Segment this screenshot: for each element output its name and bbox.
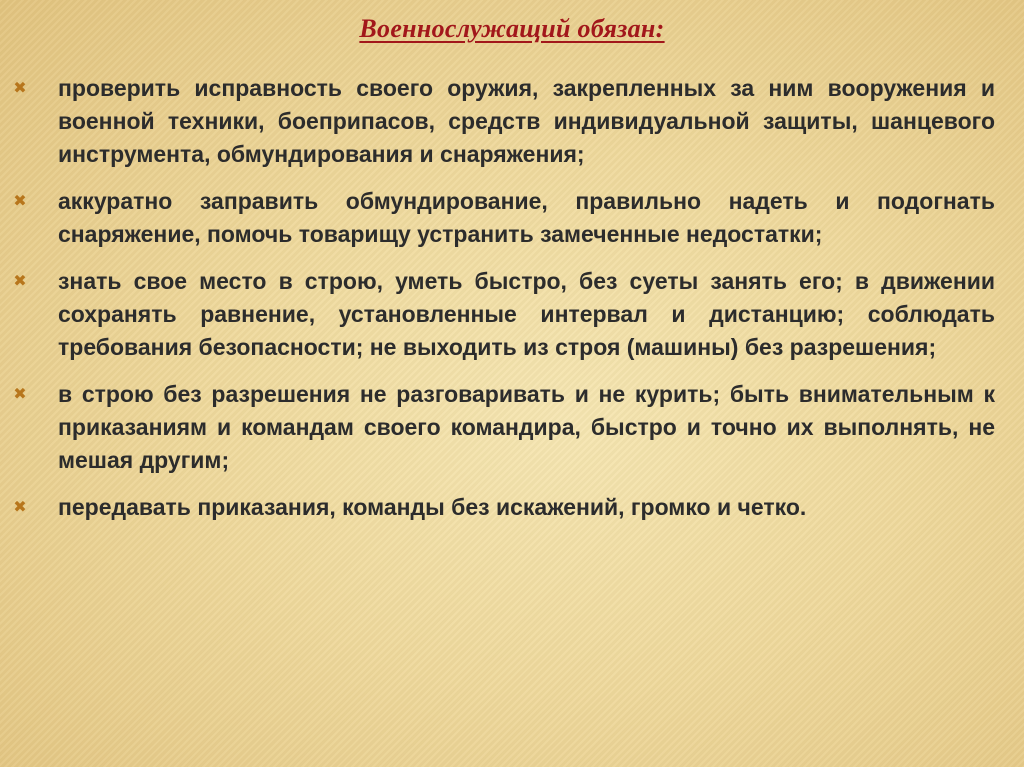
slide-title: Военнослужащий обязан: [359,14,665,43]
list-item-text: передавать приказания, команды без искажений, громко и четко. [58,494,807,520]
list-item-text: аккуратно заправить обмундирование, правильно надеть и подогнать снаряжение, помочь товарищу устранить замеченные недостатки; [58,188,995,247]
x-mark-bullet-icon: ✖ [13,193,27,210]
list-item-text: в строю без разрешения не разговаривать и не курить; быть внимательным к приказаниям и командам своего командира, быстро и точно их выполнять, не мешая другим; [58,381,995,473]
x-mark-bullet-icon: ✖ [13,499,27,516]
list-item [10,72,995,171]
list-item [10,378,995,477]
x-mark-bullet-icon: ✖ [13,386,27,403]
duties-list [10,72,995,538]
list-item [10,265,995,364]
x-mark-bullet-icon: ✖ [13,80,27,97]
list-item [10,491,995,524]
list-item [10,185,995,251]
list-item-text: проверить исправность своего оружия, закрепленных за ним вооружения и военной техники, боеприпасов, средств индивидуальной защиты, шанцевого инструмента, обмундирования и снаряжения; [58,75,995,167]
list-item-text: знать свое место в строю, уметь быстро, без суеты занять его; в движении сохранять равнение, установленные интервал и дистанцию; соблюдать требования безопасности; не выходить из строя (машины) без разрешения; [58,268,995,360]
x-mark-bullet-icon: ✖ [13,273,27,290]
